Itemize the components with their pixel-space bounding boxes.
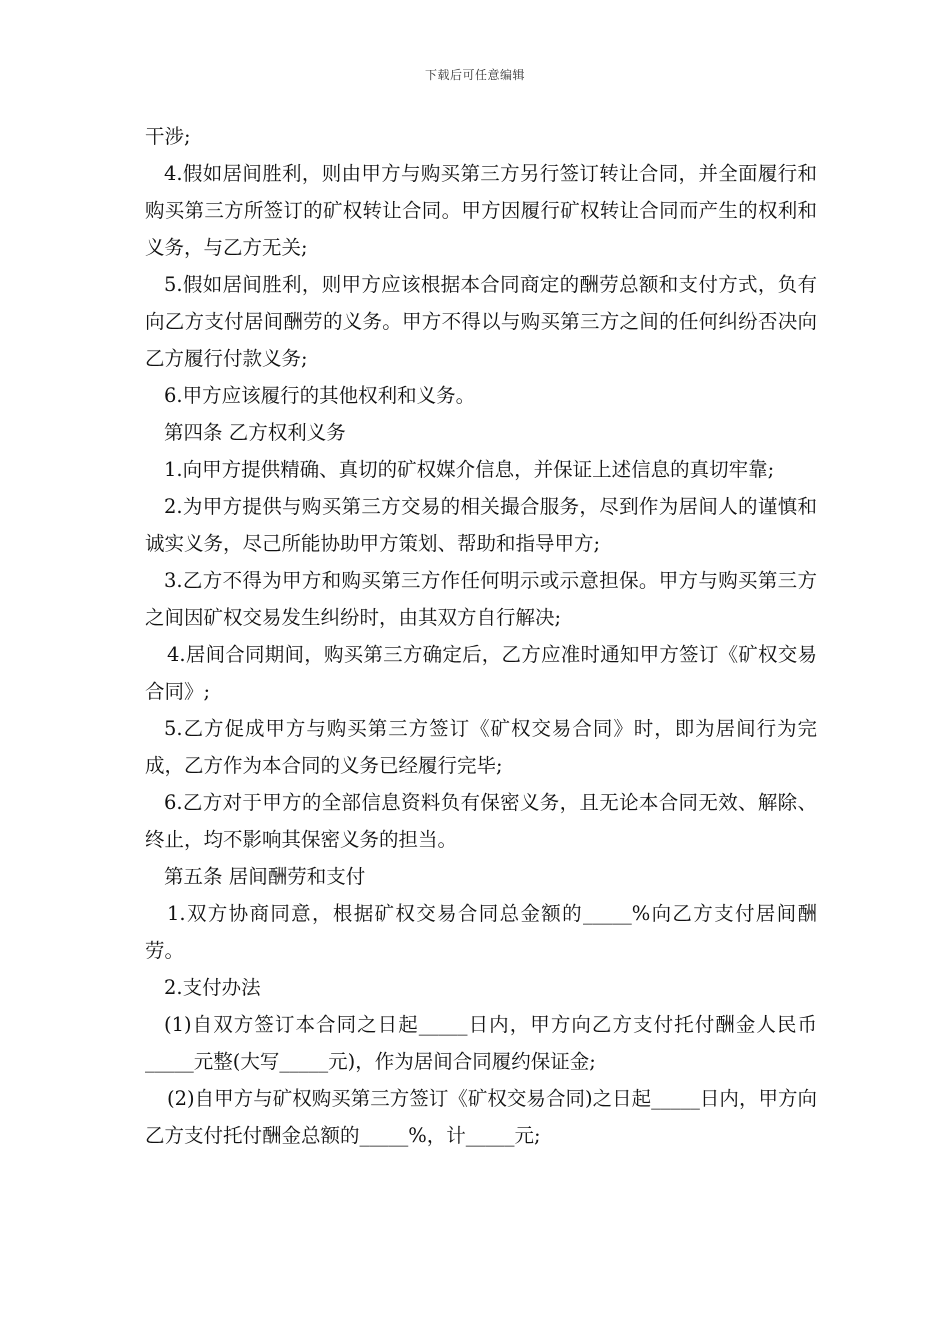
paragraph: 2.支付办法 [164, 976, 261, 999]
page-header: 下载后可任意编辑 [424, 68, 525, 82]
paragraph: 4.假如居间胜利，则由甲方与购买第三方另行签订转让合同，并全面履行和购买第三方所签订的矿权转让合同。甲方因履行矿权转让合同而产生的权利和义务，与乙方无关; [145, 162, 817, 259]
paragraph: 5.乙方促成甲方与购买第三方签订《矿权交易合同》时，即为居间行为完成，乙方作为本合同的义务已经履行完毕; [145, 717, 817, 777]
paragraph: 6.乙方对于甲方的全部信息资料负有保密义务，且无论本合同无效、解除、终止，均不影响其保密义务的担当。 [145, 791, 817, 851]
paragraph: (2)自甲方与矿权购买第三方签订《矿权交易合同)之日起_____日内，甲方向乙方支付托付酬金总额的_____%，计_____元; [145, 1087, 817, 1147]
section-heading: 第五条 居间酬劳和支付 [164, 865, 366, 888]
paragraph: 1.向甲方提供精确、真切的矿权媒介信息，并保证上述信息的真切牢靠; [164, 458, 775, 481]
paragraph: 1.双方协商同意，根据矿权交易合同总金额的_____%向乙方支付居间酬劳。 [145, 902, 817, 962]
section-heading: 第四条 乙方权利义务 [164, 421, 346, 444]
paragraph: 6.甲方应该履行的其他权利和义务。 [164, 384, 476, 407]
paragraph: 2.为甲方提供与购买第三方交易的相关撮合服务，尽到作为居间人的谨慎和诚实义务，尽己所能协助甲方策划、帮助和指导甲方; [145, 495, 817, 555]
paragraph: 5.假如居间胜利，则甲方应该根据本合同商定的酬劳总额和支付方式，负有向乙方支付居间酬劳的义务。甲方不得以与购买第三方之间的任何纠纷否决向乙方履行付款义务; [145, 273, 817, 370]
paragraph: 4.居间合同期间，购买第三方确定后，乙方应准时通知甲方签订《矿权交易合同》; [145, 643, 817, 703]
paragraph: 干涉; [145, 125, 191, 148]
paragraph: (1)自双方签订本合同之日起_____日内，甲方向乙方支付托付酬金人民币_____元整(大写_____元)，作为居间合同履约保证金; [145, 1013, 817, 1073]
document-body [145, 118, 817, 1154]
paragraph: 3.乙方不得为甲方和购买第三方作任何明示或示意担保。甲方与购买第三方之间因矿权交易发生纠纷时，由其双方自行解决; [145, 569, 817, 629]
